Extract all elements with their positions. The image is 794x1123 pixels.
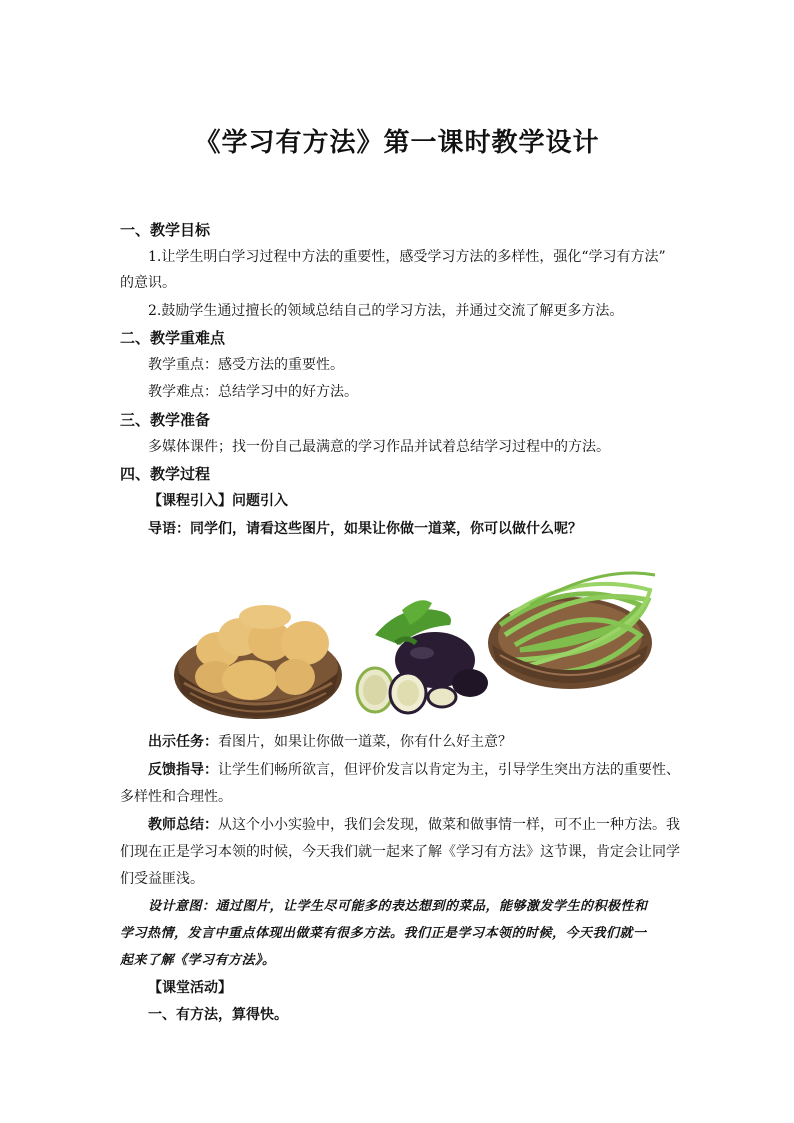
- preparation-text: 多媒体课件；找一份自己最满意的学习作品并试着总结学习过程中的方法。: [148, 439, 610, 455]
- summary-label: 教师总结：: [148, 817, 218, 833]
- key-point: 教学重点：感受方法的重要性。: [148, 357, 344, 373]
- task-text: 看图片，如果让你做一道菜，你有什么好主意？: [218, 734, 512, 750]
- eggplant-image: [357, 600, 488, 713]
- feedback-line-2: 多样性和合理性。: [120, 789, 232, 805]
- summary-line-2: 们现在正是学习本领的时候，今天我们就一起来了解《学习有方法》这节课，肯定会让同学: [120, 844, 680, 860]
- design-intent-line-3: 起来了解《学习有方法》。: [120, 953, 276, 968]
- activity-1-heading: 一、有方法，算得快。: [148, 1007, 288, 1023]
- design-intent-line-1: 设计意图：通过图片，让学生尽可能多的表达想到的菜品，能够激发学生的积极性和: [148, 899, 648, 914]
- summary-line-1: [148, 814, 708, 836]
- design-intent-line-2: 学习热情，发言中重点体现出做菜有很多方法。我们正是学习本领的时候，今天我们就一: [120, 926, 647, 941]
- page-title: 《学习有方法》第一课时教学设计: [194, 128, 600, 158]
- course-intro: 【课程引入】问题引入: [148, 493, 288, 509]
- section-heading-process: 四、教学过程: [120, 465, 211, 483]
- feedback-text-1: 让学生们畅所欲言，但评价发言以肯定为主，引导学生突出方法的重要性、: [218, 762, 680, 778]
- task-label: 出示任务：: [148, 734, 218, 750]
- section-heading-preparation: 三、教学准备: [120, 411, 211, 429]
- long-beans-basket-image: [488, 573, 655, 689]
- feedback-label: 反馈指导：: [148, 762, 218, 778]
- guide-text: 导语：同学们，请看这些图片，如果让你做一道菜，你可以做什么呢？: [148, 521, 582, 537]
- section-heading-goals: 一、教学目标: [120, 221, 211, 239]
- goal-2: 2.鼓励学生通过擅长的领域总结自己的学习方法，并通过交流了解更多方法。: [148, 303, 624, 319]
- potato-basket-image: [174, 605, 342, 719]
- vegetable-photos: [170, 565, 670, 725]
- classroom-activity-heading: 【课堂活动】: [148, 980, 232, 996]
- goal-1-line-1: 1.让学生明白学习过程中方法的重要性，感受学习方法的多样性，强化“学习有方法”: [148, 249, 666, 265]
- goal-1-line-2: 的意识。: [120, 275, 176, 291]
- feedback-line-1: [148, 759, 708, 781]
- summary-line-3: 们受益匪浅。: [120, 871, 204, 887]
- summary-text-1: 从这个小小实验中，我们会发现，做菜和做事情一样，可不止一种方法。我: [218, 817, 680, 833]
- task-line: [148, 731, 708, 753]
- section-heading-key-points: 二、教学重难点: [120, 329, 226, 347]
- difficult-point: 教学难点：总结学习中的好方法。: [148, 384, 358, 400]
